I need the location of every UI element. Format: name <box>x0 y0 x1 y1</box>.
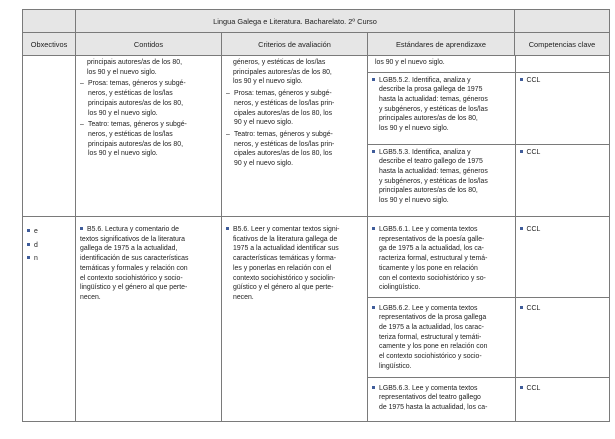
competencia-cell: CCL <box>516 298 611 314</box>
estandar-text: LGB5.5.3. Identifica, analiza y describe el teatro gallego de 1975 hasta la actualidad: temas, géneros y subgéneros, y estéticas de los/las principales autores/as de los 80, los 90 y el nuevo siglo. <box>368 145 515 206</box>
criterios-text: B5.6. Leer y comentar textos signi- ficativos de la literatura gallega de 1975 a la actualidad identificar sus características temáticas y forma- les y ponerlas en relación con el contexto sociohistórico y sociolin- güístico y el género al que perte- necen. <box>222 217 367 303</box>
list-item: – Teatro: temas, géneros y subgé- neros, y estéticas de los/las principais autores/as de los 80, los 90 y el nuevo siglo. <box>80 121 187 158</box>
competencia-cell: CCL <box>516 217 611 235</box>
bullet-icon <box>372 78 375 81</box>
header-contidos: Contidos <box>76 33 222 56</box>
estandar-row <box>368 56 610 72</box>
criterios-cell <box>222 217 368 422</box>
estandar-row <box>368 297 610 377</box>
bullet-icon <box>372 386 375 389</box>
bullet-icon <box>27 229 30 232</box>
estandar-row <box>368 377 610 421</box>
table-title: Lingua Galega e Literatura. Bacharelato. 2º Curso <box>76 10 515 33</box>
criterios-cell <box>222 56 368 217</box>
bullet-icon <box>80 227 83 230</box>
competencia-cell: CCL <box>516 145 611 158</box>
estandar-continuation: los 90 y el nuevo siglo. <box>375 59 445 66</box>
bullet-icon <box>520 386 523 389</box>
bullet-icon <box>27 243 30 246</box>
estandar-row <box>368 217 610 297</box>
contidos-cell <box>76 56 222 217</box>
obxectivos-cell <box>23 56 76 217</box>
bullet-icon <box>27 256 30 259</box>
empty-corner-cell <box>515 10 610 33</box>
objective-item: d <box>27 241 71 251</box>
estandar-text: LGB5.6.1. Lee y comenta textos representativos de la poesía galle- ga de 1975 a la actualidad, los ca- racteriza formal, estructural y temá- ticamente y los pone en relación con el contexto sociohistórico y so- ciolingüístico. <box>368 217 515 293</box>
curriculum-document <box>22 9 609 422</box>
header-obxectivos: Obxectivos <box>23 33 76 56</box>
contidos-continuation: principais autores/as de los 80, los 90 y el nuevo siglo. <box>87 59 182 76</box>
bullet-icon <box>372 227 375 230</box>
objective-item: e <box>27 227 71 237</box>
list-item: – Prosa: temas, géneros y subgé- neros, y estéticas de los/las prin- cipales autores/as de los 80, los 90 y el nuevo siglo. <box>226 90 335 127</box>
bullet-icon <box>372 306 375 309</box>
header-estandares: Estándares de aprendizaxe <box>368 33 515 56</box>
estandar-row <box>368 144 610 216</box>
criterios-continuation: géneros, y estéticas de los/las principales autores/as de los 80, los 90 y el nuevo siglo. <box>233 59 332 86</box>
competencia-cell: CCL <box>516 378 611 394</box>
estandar-text: LGB5.6.2. Lee y comenta textos representativos de la prosa gallega de 1975 a la actualidad, los carac- teriza formal, estructural y temáti- camente y los pone en relación con el contexto sociohistórico y socio- lingüístico. <box>368 298 515 372</box>
contidos-cell <box>76 217 222 422</box>
table-row <box>23 217 610 422</box>
contidos-text: B5.6. Lectura y comentario de textos significativos de la literatura gallega de 1975 a la actualidad, identificación de sus características temáticas y formales y relación con el contexto sociohistórico y socio- lingüístico y el género al que perte- necen. <box>80 226 189 301</box>
estandares-block <box>368 217 610 422</box>
curriculum-table <box>22 9 610 422</box>
bullet-icon <box>520 306 523 309</box>
list-item: – Prosa: temas, géneros y subgé- neros, y estéticas de los/las principais autores/as de los 80, los 90 y el nuevo siglo. <box>80 80 186 117</box>
estandar-text: LGB5.6.3. Lee y comenta textos representativos del teatro gallego de 1975 hasta la actualidad, los ca- <box>368 378 515 413</box>
empty-corner-cell <box>23 10 76 33</box>
bullet-icon <box>372 150 375 153</box>
header-criterios: Criterios de avaliación <box>222 33 368 56</box>
competencia-cell: CCL <box>516 73 611 86</box>
table-row <box>23 56 610 217</box>
obxectivos-cell <box>23 217 76 422</box>
estandares-block <box>368 56 610 217</box>
bullet-icon <box>520 78 523 81</box>
header-competencias: Competencias clave <box>515 33 610 56</box>
list-item: – Teatro: temas, géneros y subgé- neros, y estéticas de los/las prin- cipales autores/as de los 80, los 90 y el nuevo siglo. <box>226 130 335 168</box>
bullet-icon <box>226 227 229 230</box>
estandar-row <box>368 72 610 144</box>
bullet-icon <box>520 150 523 153</box>
objective-item: n <box>27 254 71 264</box>
estandar-text: LGB5.5.2. Identifica, analiza y describe la prosa gallega de 1975 hasta la actualidad: temas, géneros y subgéneros, y estéticas de los/las principales autores/as de los 80, los 90 y el nuevo siglo. <box>368 73 515 134</box>
bullet-icon <box>520 227 523 230</box>
